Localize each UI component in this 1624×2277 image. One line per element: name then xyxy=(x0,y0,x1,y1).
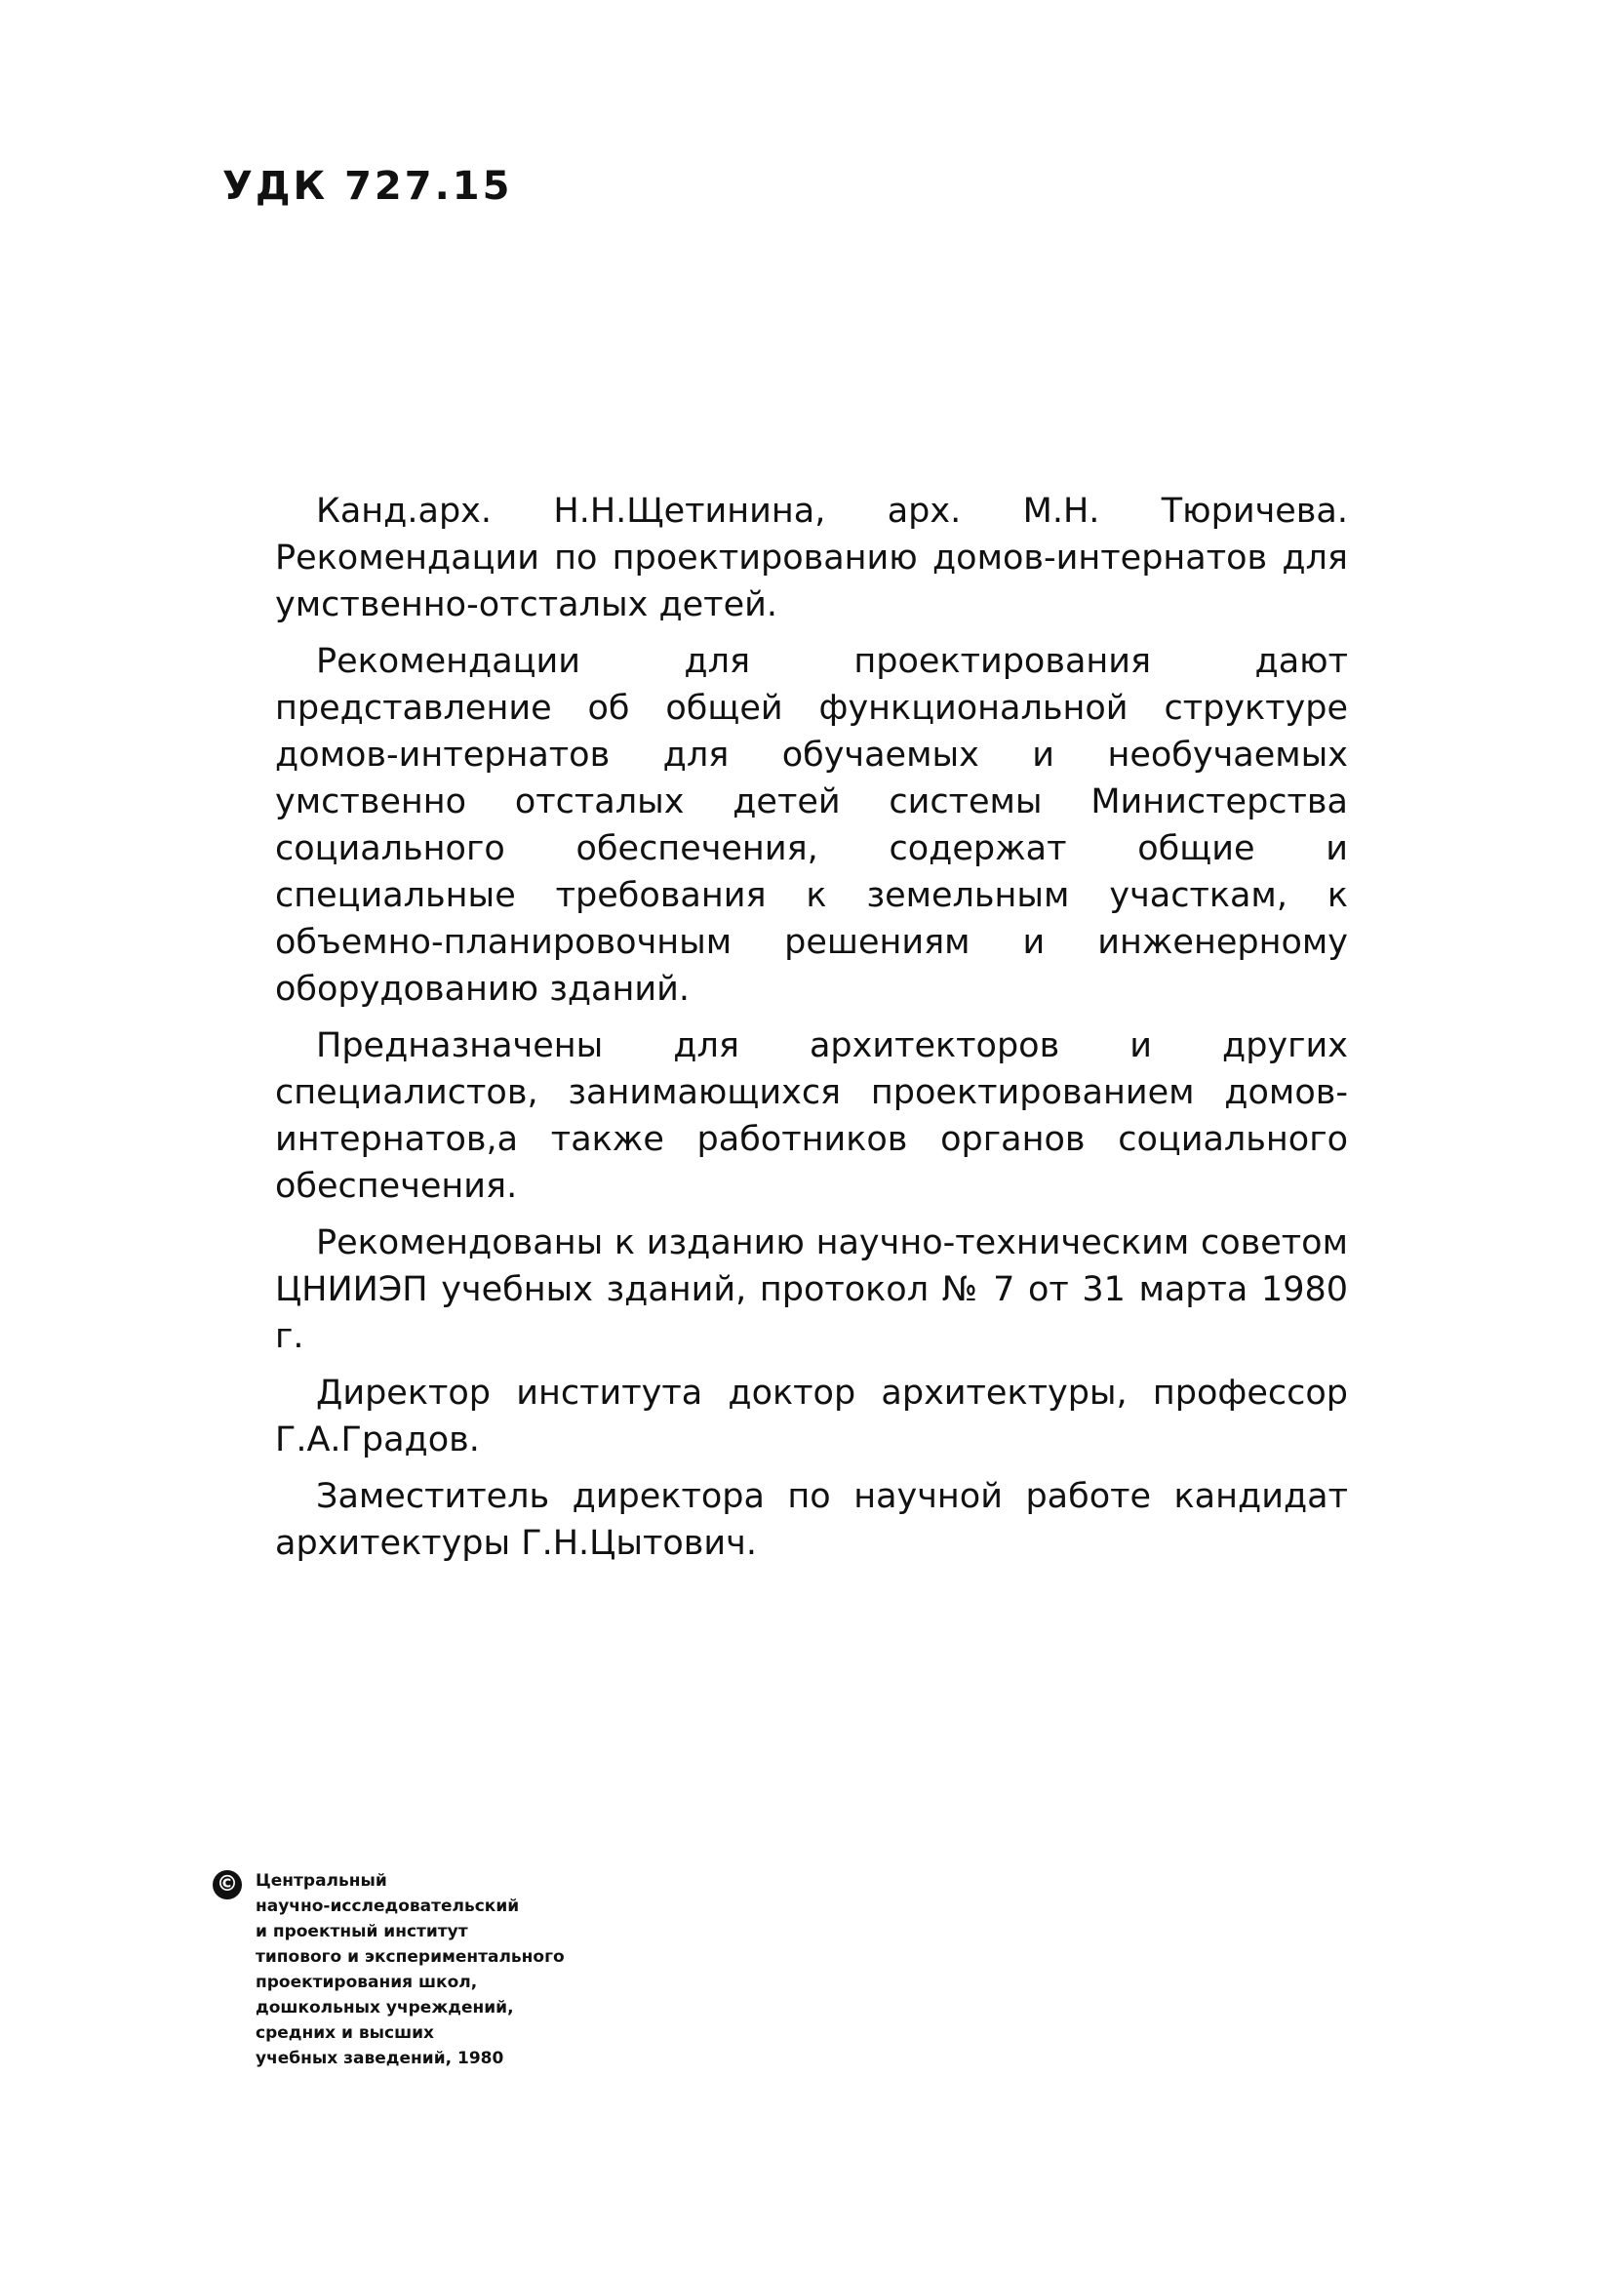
annotation-paragraph-audience: Предназначены для архитекторов и других специалистов, занимающихся проектированием домов-интернатов,а также работников органов социального обеспечения. xyxy=(275,1026,1348,1206)
copyright-icon: © xyxy=(213,1870,242,1899)
annotation-paragraph-recommendation: Рекомендованы к изданию научно-техническим советом ЦНИИЭП учебных зданий, протокол № 7 от 31 марта 1980 г. xyxy=(275,1223,1348,1356)
annotation-paragraph-deputy: Заместитель директора по научной работе кандидат архитектуры Г.Н.Цытович. xyxy=(275,1477,1348,1563)
copyright-line: проектирования школ, xyxy=(256,1973,478,1992)
copyright-line: учебных заведений, 1980 xyxy=(256,2049,504,2068)
copyright-line: средних и высших xyxy=(256,2023,435,2043)
annotation-block xyxy=(275,488,1348,1577)
annotation-paragraph-director: Директор института доктор архитектуры, профессор Г.А.Градов. xyxy=(275,1374,1348,1459)
annotation-paragraph-title: Канд.арх. Н.Н.Щетинина, арх. М.Н. Тюричева. Рекомендации по проектированию домов-интернатов для умственно-отсталых детей. xyxy=(275,492,1348,624)
copyright-line: дошкольных учреждений, xyxy=(256,1998,514,2017)
copyright-line: научно-исследовательский xyxy=(256,1897,520,1916)
copyright-line: Центральный xyxy=(256,1871,387,1891)
copyright-block xyxy=(213,1868,661,2071)
udk-code: УДК 727.15 xyxy=(222,164,513,209)
copyright-line: типового и экспериментального xyxy=(256,1947,565,1967)
copyright-text xyxy=(256,1868,565,2071)
annotation-paragraph-description: Рекомендации для проектирования дают представление об общей функциональной структуре домов-интернатов для обучаемых и необучаемых умственно отсталых детей системы Министерства социального обеспечения, содержат общие и специальные требования к земельным участкам, к объемно-планировочным решениям и инженерному оборудованию зданий. xyxy=(275,642,1348,1009)
copyright-line: и проектный институт xyxy=(256,1922,468,1941)
